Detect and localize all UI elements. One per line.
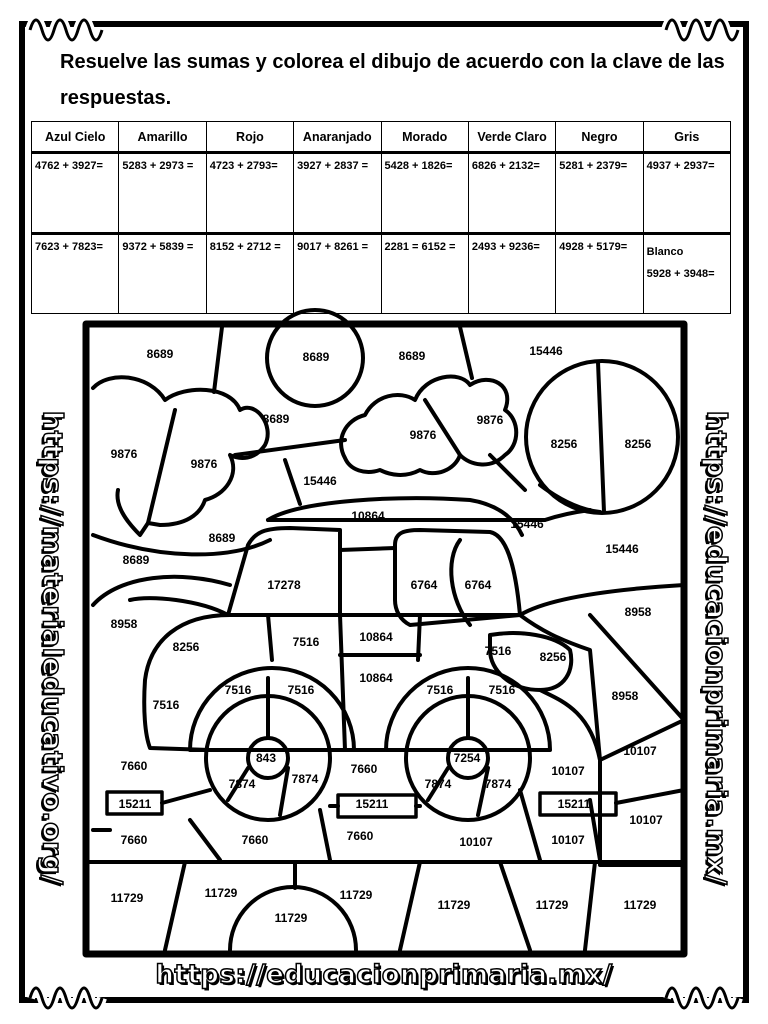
region-label: 10107 (623, 744, 657, 758)
key-header-gris: Gris (643, 122, 730, 153)
key-header-amarillo: Amarillo (119, 122, 206, 153)
region-label: 8958 (110, 617, 138, 631)
watermark-bottom: https://educacionprimaria.mx/ (155, 960, 613, 990)
region-label: 10107 (551, 764, 585, 778)
region-label: 7516 (426, 683, 454, 697)
key-cell: 6826 + 2132= (468, 153, 555, 234)
region-label: 9876 (190, 457, 218, 471)
region-label: 15211 (557, 797, 591, 811)
region-label: 8958 (611, 689, 639, 703)
region-label: 15446 (303, 474, 337, 488)
region-label: 10107 (629, 813, 663, 827)
region-label: 15211 (355, 797, 389, 811)
key-cell: 2281 = 6152 = (381, 234, 468, 314)
region-label: 7874 (484, 777, 512, 791)
region-label: 8256 (172, 640, 200, 654)
region-label: 10107 (551, 833, 585, 847)
key-header-azul-cielo: Azul Cielo (32, 122, 119, 153)
region-label: 8689 (208, 531, 236, 545)
region-label: 11729 (204, 886, 238, 900)
watermark-left: https://materialeducativo.org/ (36, 410, 68, 886)
key-cell: 5428 + 1826= (381, 153, 468, 234)
region-label: 8689 (146, 347, 174, 361)
key-header-morado: Morado (381, 122, 468, 153)
region-label: 9876 (110, 447, 138, 461)
key-cell: 3927 + 2837 = (294, 153, 381, 234)
region-label: 7874 (291, 772, 319, 786)
region-label: 9876 (476, 413, 504, 427)
region-label: 11729 (437, 898, 471, 912)
key-cell: 9017 + 8261 = (294, 234, 381, 314)
region-label: 11729 (535, 898, 569, 912)
region-label: 7516 (287, 683, 315, 697)
key-blanco-sum: 5928 + 3948= (646, 268, 715, 280)
region-label: 10864 (359, 630, 393, 644)
region-label: 11729 (110, 891, 144, 905)
key-cell: 4928 + 5179= (556, 234, 643, 314)
key-header-verde-claro: Verde Claro (468, 122, 555, 153)
instruction-title: Resuelve las sumas y colorea el dibujo de acuerdo con la clave de las respuestas. (60, 51, 725, 109)
region-label: 7516 (488, 683, 516, 697)
region-label: 7660 (346, 829, 374, 843)
key-header-anaranjado: Anaranjado (294, 122, 381, 153)
key-cell: 4762 + 3927= (32, 153, 119, 234)
region-label: 9876 (409, 428, 437, 442)
region-label: 7660 (120, 833, 148, 847)
region-label: 7516 (224, 683, 252, 697)
key-header-negro: Negro (556, 122, 643, 153)
region-label: 8958 (624, 605, 652, 619)
region-label: 11729 (623, 898, 657, 912)
key-cell: 7623 + 7823= (32, 234, 119, 314)
region-label: 7516 (152, 698, 180, 712)
region-label: 6764 (464, 578, 492, 592)
region-label: 7660 (120, 759, 148, 773)
key-cell: 4937 + 2937= (643, 153, 730, 234)
key-cell: 5281 + 2379= (556, 153, 643, 234)
region-label: 8689 (398, 349, 426, 363)
region-label: 7254 (453, 751, 481, 765)
region-label: 7874 (424, 777, 452, 791)
region-label: 10864 (359, 671, 393, 685)
region-label: 10864 (351, 509, 385, 523)
region-label: 11729 (339, 888, 373, 902)
key-cell: 8152 + 2712 = (206, 234, 293, 314)
region-label: 15446 (510, 517, 544, 531)
watermark-right: https://educacionprimaria.mx/ (700, 410, 732, 886)
region-label: 11729 (274, 911, 308, 925)
region-label: 10107 (459, 835, 493, 849)
region-label: 7516 (484, 644, 512, 658)
region-label: 7874 (228, 777, 256, 791)
key-cell: 4723 + 2793= (206, 153, 293, 234)
region-label: 15446 (529, 344, 563, 358)
region-label: 8689 (122, 553, 150, 567)
region-label: 15446 (605, 542, 639, 556)
region-label: 7660 (350, 762, 378, 776)
region-label: 8689 (262, 412, 290, 426)
picture-number-labels (111, 344, 663, 925)
key-cell: 2493 + 9236= (468, 234, 555, 314)
region-label: 843 (255, 751, 277, 765)
region-label: 17278 (267, 578, 301, 592)
region-label: 7516 (292, 635, 320, 649)
region-label: 15211 (118, 797, 152, 811)
region-label: 8256 (550, 437, 578, 451)
region-label: 8689 (302, 350, 330, 364)
key-header-rojo: Rojo (206, 122, 293, 153)
region-label: 8256 (539, 650, 567, 664)
key-cell: 9372 + 5839 = (119, 234, 206, 314)
region-label: 8256 (624, 437, 652, 451)
region-label: 7660 (241, 833, 269, 847)
key-blanco-label: Blanco (646, 246, 684, 258)
key-cell: 5283 + 2973 = (119, 153, 206, 234)
region-label: 6764 (410, 578, 438, 592)
